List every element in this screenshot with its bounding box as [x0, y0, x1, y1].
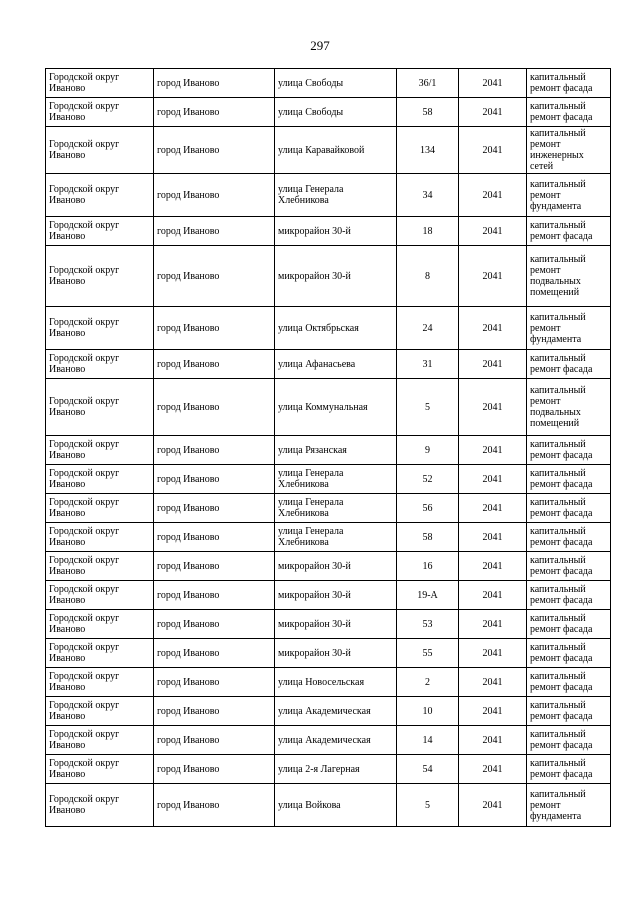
year-cell: 2041	[459, 127, 527, 174]
year-cell: 2041	[459, 379, 527, 436]
district-cell: Городской округ Иваново	[46, 726, 154, 755]
year-cell: 2041	[459, 494, 527, 523]
district-cell: Городской округ Иваново	[46, 69, 154, 98]
house-number-cell: 55	[397, 639, 459, 668]
year-cell: 2041	[459, 784, 527, 827]
table-row	[46, 98, 611, 127]
district-cell: Городской округ Иваново	[46, 307, 154, 350]
district-cell: Городской округ Иваново	[46, 610, 154, 639]
table-row	[46, 350, 611, 379]
work-type-cell: капитальный ремонт фасада	[527, 350, 611, 379]
house-number-cell: 24	[397, 307, 459, 350]
district-cell: Городской округ Иваново	[46, 784, 154, 827]
district-cell: Городской округ Иваново	[46, 174, 154, 217]
city-cell: город Иваново	[154, 755, 275, 784]
year-cell: 2041	[459, 639, 527, 668]
district-cell: Городской округ Иваново	[46, 697, 154, 726]
table-row	[46, 246, 611, 307]
year-cell: 2041	[459, 69, 527, 98]
table-row	[46, 174, 611, 217]
year-cell: 2041	[459, 523, 527, 552]
work-type-cell: капитальный ремонт фасада	[527, 639, 611, 668]
street-cell: улица Новосельская	[275, 668, 397, 697]
house-number-cell: 58	[397, 523, 459, 552]
work-type-cell: капитальный ремонт фасада	[527, 552, 611, 581]
year-cell: 2041	[459, 726, 527, 755]
district-cell: Городской округ Иваново	[46, 523, 154, 552]
district-cell: Городской округ Иваново	[46, 98, 154, 127]
street-cell: микрорайон 30-й	[275, 246, 397, 307]
house-number-cell: 9	[397, 436, 459, 465]
city-cell: город Иваново	[154, 494, 275, 523]
district-cell: Городской округ Иваново	[46, 639, 154, 668]
work-type-cell: капитальный ремонт фасада	[527, 581, 611, 610]
house-number-cell: 34	[397, 174, 459, 217]
table-row	[46, 581, 611, 610]
year-cell: 2041	[459, 350, 527, 379]
street-cell: улица Академическая	[275, 726, 397, 755]
work-type-cell: капитальный ремонт фасада	[527, 668, 611, 697]
district-cell: Городской округ Иваново	[46, 465, 154, 494]
city-cell: город Иваново	[154, 98, 275, 127]
house-number-cell: 53	[397, 610, 459, 639]
work-type-cell: капитальный ремонт фасада	[527, 755, 611, 784]
work-type-cell: капитальный ремонт фундамента	[527, 174, 611, 217]
work-type-cell: капитальный ремонт фасада	[527, 610, 611, 639]
work-type-cell: капитальный ремонт фундамента	[527, 307, 611, 350]
street-cell: улица Генерала Хлебникова	[275, 465, 397, 494]
table-row	[46, 307, 611, 350]
table-row	[46, 610, 611, 639]
city-cell: город Иваново	[154, 307, 275, 350]
house-number-cell: 31	[397, 350, 459, 379]
table-row	[46, 697, 611, 726]
city-cell: город Иваново	[154, 726, 275, 755]
district-cell: Городской округ Иваново	[46, 246, 154, 307]
table-row	[46, 523, 611, 552]
district-cell: Городской округ Иваново	[46, 127, 154, 174]
district-cell: Городской округ Иваново	[46, 494, 154, 523]
city-cell: город Иваново	[154, 465, 275, 494]
street-cell: улица 2-я Лагерная	[275, 755, 397, 784]
street-cell: микрорайон 30-й	[275, 581, 397, 610]
table-row	[46, 465, 611, 494]
year-cell: 2041	[459, 246, 527, 307]
year-cell: 2041	[459, 668, 527, 697]
table-row	[46, 494, 611, 523]
work-type-cell: капитальный ремонт подвальных помещений	[527, 246, 611, 307]
work-type-cell: капитальный ремонт фасада	[527, 69, 611, 98]
street-cell: микрорайон 30-й	[275, 639, 397, 668]
city-cell: город Иваново	[154, 784, 275, 827]
house-number-cell: 18	[397, 217, 459, 246]
work-type-cell: капитальный ремонт фундамента	[527, 784, 611, 827]
district-cell: Городской округ Иваново	[46, 379, 154, 436]
table-row	[46, 784, 611, 827]
table-row	[46, 639, 611, 668]
work-type-cell: капитальный ремонт фасада	[527, 98, 611, 127]
street-cell: улица Генерала Хлебникова	[275, 494, 397, 523]
city-cell: город Иваново	[154, 639, 275, 668]
work-type-cell: капитальный ремонт подвальных помещений	[527, 379, 611, 436]
district-cell: Городской округ Иваново	[46, 350, 154, 379]
year-cell: 2041	[459, 755, 527, 784]
table-row	[46, 127, 611, 174]
year-cell: 2041	[459, 174, 527, 217]
city-cell: город Иваново	[154, 174, 275, 217]
district-cell: Городской округ Иваново	[46, 436, 154, 465]
work-type-cell: капитальный ремонт фасада	[527, 523, 611, 552]
street-cell: микрорайон 30-й	[275, 610, 397, 639]
city-cell: город Иваново	[154, 69, 275, 98]
house-number-cell: 58	[397, 98, 459, 127]
work-type-cell: капитальный ремонт фасада	[527, 494, 611, 523]
district-cell: Городской округ Иваново	[46, 217, 154, 246]
city-cell: город Иваново	[154, 610, 275, 639]
district-cell: Городской округ Иваново	[46, 668, 154, 697]
city-cell: город Иваново	[154, 523, 275, 552]
street-cell: улица Свободы	[275, 98, 397, 127]
year-cell: 2041	[459, 98, 527, 127]
work-type-cell: капитальный ремонт фасада	[527, 697, 611, 726]
table-row	[46, 552, 611, 581]
year-cell: 2041	[459, 697, 527, 726]
street-cell: микрорайон 30-й	[275, 217, 397, 246]
city-cell: город Иваново	[154, 246, 275, 307]
house-number-cell: 14	[397, 726, 459, 755]
year-cell: 2041	[459, 465, 527, 494]
table-row	[46, 726, 611, 755]
city-cell: город Иваново	[154, 552, 275, 581]
city-cell: город Иваново	[154, 668, 275, 697]
district-cell: Городской округ Иваново	[46, 552, 154, 581]
table-row	[46, 436, 611, 465]
house-number-cell: 10	[397, 697, 459, 726]
city-cell: город Иваново	[154, 436, 275, 465]
table-body	[46, 69, 611, 827]
street-cell: микрорайон 30-й	[275, 552, 397, 581]
street-cell: улица Академическая	[275, 697, 397, 726]
street-cell: улица Войкова	[275, 784, 397, 827]
work-type-cell: капитальный ремонт фасада	[527, 465, 611, 494]
work-type-cell: капитальный ремонт фасада	[527, 217, 611, 246]
work-type-cell: капитальный ремонт фасада	[527, 726, 611, 755]
city-cell: город Иваново	[154, 379, 275, 436]
house-number-cell: 134	[397, 127, 459, 174]
year-cell: 2041	[459, 552, 527, 581]
year-cell: 2041	[459, 436, 527, 465]
street-cell: улица Генерала Хлебникова	[275, 523, 397, 552]
table-row	[46, 217, 611, 246]
city-cell: город Иваново	[154, 217, 275, 246]
year-cell: 2041	[459, 581, 527, 610]
street-cell: улица Рязанская	[275, 436, 397, 465]
street-cell: улица Свободы	[275, 69, 397, 98]
district-cell: Городской округ Иваново	[46, 581, 154, 610]
work-type-cell: капитальный ремонт инженерных сетей	[527, 127, 611, 174]
city-cell: город Иваново	[154, 127, 275, 174]
house-number-cell: 56	[397, 494, 459, 523]
street-cell: улица Октябрьская	[275, 307, 397, 350]
house-number-cell: 36/1	[397, 69, 459, 98]
house-number-cell: 52	[397, 465, 459, 494]
year-cell: 2041	[459, 610, 527, 639]
house-number-cell: 8	[397, 246, 459, 307]
house-number-cell: 2	[397, 668, 459, 697]
year-cell: 2041	[459, 217, 527, 246]
repair-schedule-table	[45, 68, 611, 827]
city-cell: город Иваново	[154, 581, 275, 610]
street-cell: улица Афанасьева	[275, 350, 397, 379]
city-cell: город Иваново	[154, 350, 275, 379]
work-type-cell: капитальный ремонт фасада	[527, 436, 611, 465]
street-cell: улица Коммунальная	[275, 379, 397, 436]
table-row	[46, 668, 611, 697]
city-cell: город Иваново	[154, 697, 275, 726]
house-number-cell: 16	[397, 552, 459, 581]
table-row	[46, 755, 611, 784]
house-number-cell: 54	[397, 755, 459, 784]
table-row	[46, 379, 611, 436]
house-number-cell: 5	[397, 784, 459, 827]
district-cell: Городской округ Иваново	[46, 755, 154, 784]
page-number: 297	[310, 38, 330, 53]
year-cell: 2041	[459, 307, 527, 350]
house-number-cell: 5	[397, 379, 459, 436]
house-number-cell: 19-А	[397, 581, 459, 610]
street-cell: улица Каравайковой	[275, 127, 397, 174]
table-row	[46, 69, 611, 98]
street-cell: улица Генерала Хлебникова	[275, 174, 397, 217]
